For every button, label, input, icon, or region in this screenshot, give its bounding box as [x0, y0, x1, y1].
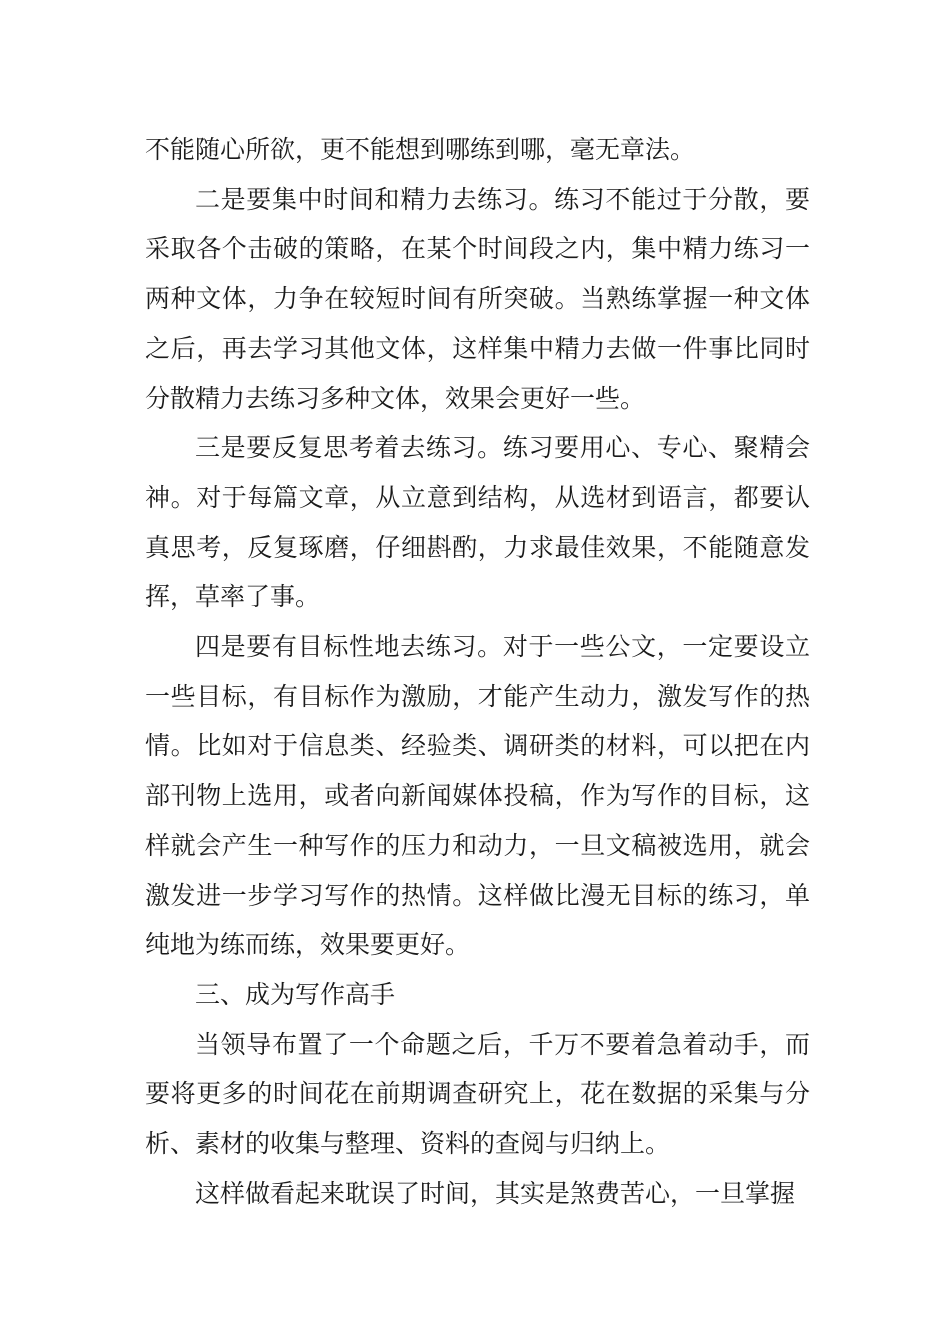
- paragraph-continuation: 不能随心所欲，更不能想到哪练到哪，毫无章法。: [145, 135, 696, 164]
- paragraph-point-three: 三是要反复思考着去练习。练习要用心、专心、聚精会神。对于每篇文章，从立意到结构，从选材到语言，都要认真思考，反复琢磨，仔细斟酌，力求最佳效果，不能随意发挥，草率了事。: [145, 433, 810, 612]
- paragraph-point-four: 四是要有目标性地去练习。对于一些公文，一定要设立一些目标，有目标作为激励，才能产生动力，激发写作的热情。比如对于信息类、经验类、调研类的材料，可以把在内部刊物上选用，或者向新闻媒体投稿，作为写作的目标，这样就会产生一种写作的压力和动力，一旦文稿被选用，就会激发进一步学习写作的热情。这样做比漫无目标的练习，单纯地为练而练，效果要更好。: [145, 632, 810, 960]
- paragraph-section-intro: 当领导布置了一个命题之后，千万不要着急着动手，而要将更多的时间花在前期调查研究上，花在数据的采集与分析、素材的收集与整理、资料的查阅与归纳上。: [145, 1029, 810, 1159]
- document-body: [145, 125, 810, 1218]
- paragraph-point-two: 二是要集中时间和精力去练习。练习不能过于分散，要采取各个击破的策略，在某个时间段之内，集中精力练习一两种文体，力争在较短时间有所突破。当熟练掌握一种文体之后，再去学习其他文体，这样集中精力去做一件事比同时分散精力去练习多种文体，效果会更好一些。: [145, 184, 810, 413]
- section-heading: 三、成为写作高手: [195, 979, 396, 1009]
- paragraph-final: 这样做看起来耽误了时间，其实是煞费苦心，一旦掌握: [195, 1178, 796, 1208]
